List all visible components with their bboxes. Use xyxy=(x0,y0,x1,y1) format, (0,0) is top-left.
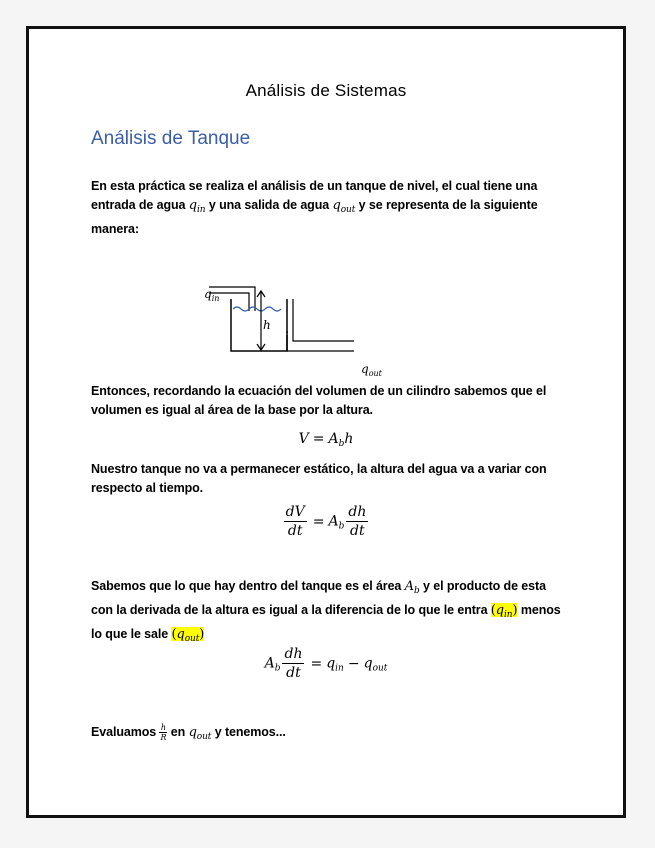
evaluation-paragraph: Evaluamos $\frac{h}{R}$ en $q_{out}$ y tenemos... xyxy=(91,723,286,743)
intro-text-1: En esta práctica se realiza el análisis de un tanque de nivel, el cual tiene una entrada de agua xyxy=(91,179,538,212)
volume-paragraph: Entonces, recordando la ecuación del volumen de un cilindro sabemos que el volumen es igual al área de la base por la altura. xyxy=(91,384,547,417)
water-surface xyxy=(233,307,281,311)
equation-derivative: $\frac{dV}{dt}$ = $A_b$ $\frac{dh}{dt}$ xyxy=(285,504,367,539)
equation-volume: $V = A_bh$ xyxy=(298,431,354,449)
highlight-qin: $(q_{in})$ xyxy=(490,603,518,620)
tank-diagram xyxy=(179,261,399,378)
highlight-qout: $(q_{out})$ xyxy=(171,627,205,644)
dynamics-paragraph: Nuestro tanque no va a permanecer estático, la altura del agua va a variar con respecto al tiempo. xyxy=(91,462,547,495)
label-qin: $q_{in}$ xyxy=(204,287,220,303)
intro-paragraph xyxy=(91,177,571,239)
tank-wall xyxy=(231,299,287,351)
outlet-pipe-top xyxy=(293,299,354,341)
label-h: h xyxy=(263,318,271,332)
equation-balance: $A_b$ $\frac{dh}{dt}$ = $q_{in} - q_{out}$ xyxy=(264,646,388,681)
qout-symbol: $q_{out}$ xyxy=(332,198,356,215)
balance-paragraph: Sabemos que lo que hay dentro del tanque es el área $A_b$ y el producto de esta con la derivada de la altura es igual a la diferencia de lo que le entra $(q_{in})$ menos lo que le sale $(q_{out})$ xyxy=(91,579,561,644)
document-page xyxy=(26,26,626,818)
qin-symbol: $q_{in}$ xyxy=(188,198,206,215)
document-title: Análisis de Sistemas xyxy=(245,81,407,100)
section-heading: Análisis de Tanque xyxy=(91,128,251,149)
intro-text-2: y una salida de agua xyxy=(205,198,333,212)
label-qout: $q_{out}$ xyxy=(361,362,382,378)
intro-text-3: y se representa de la siguiente manera: xyxy=(91,198,538,236)
